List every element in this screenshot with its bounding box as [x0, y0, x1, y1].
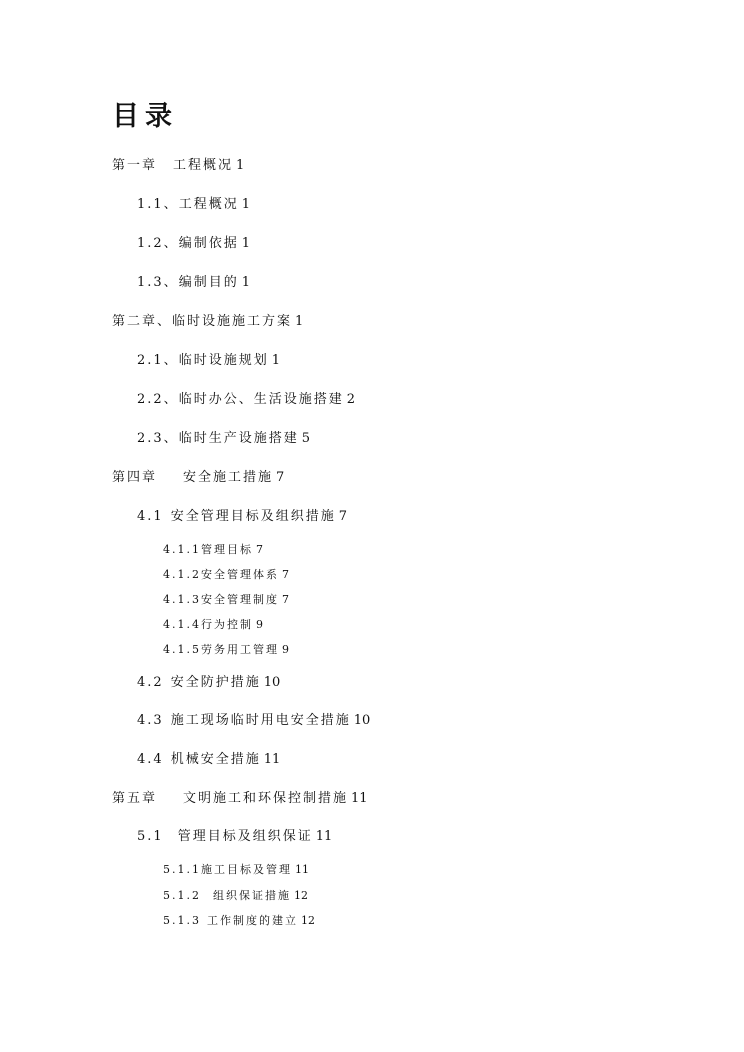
- toc-entry-number: 5.1: [137, 829, 164, 844]
- toc-entry-text: 工程概况: [178, 197, 239, 212]
- toc-entry-text: 劳务用工管理: [201, 643, 279, 656]
- toc-entry-page: 1: [295, 314, 304, 329]
- toc-entry-text: 安全施工措施: [183, 470, 274, 485]
- toc-entry-number: 4.1.2: [163, 568, 201, 581]
- toc-entry-4-1-1[interactable]: [163, 541, 263, 559]
- toc-entry-text: 管理目标: [201, 543, 253, 556]
- toc-entry-text: 施工现场临时用电安全措施: [170, 713, 351, 728]
- toc-entry-2-3[interactable]: [137, 430, 310, 448]
- toc-entry-number: 2.2、: [137, 392, 179, 407]
- toc-entry-number: 第一章: [112, 158, 158, 173]
- toc-entry-text: 安全防护措施: [170, 675, 261, 690]
- toc-entry-4-1-4[interactable]: [163, 616, 263, 634]
- toc-entry-text: 文明施工和环保控制措施: [183, 791, 349, 806]
- toc-entry-text: 临时办公、生活设施搭建: [178, 392, 344, 407]
- toc-entry-page: 9: [256, 618, 263, 631]
- toc-entry-page: 12: [294, 889, 308, 902]
- toc-entry-page: 10: [263, 675, 281, 690]
- toc-entry-text: 安全管理目标及组织措施: [170, 509, 336, 524]
- toc-entry-text: 管理目标及组织保证: [177, 829, 313, 844]
- toc-entry-page: 2: [346, 392, 355, 407]
- toc-entry-page: 12: [301, 914, 315, 927]
- toc-entry-text: 施工目标及管理: [201, 863, 292, 876]
- toc-entry-text: 工程概况: [173, 158, 234, 173]
- toc-entry-page: 1: [241, 197, 250, 212]
- toc-entry-number: 1.2、: [137, 236, 179, 251]
- toc-entry-number: 5.1.1: [163, 863, 201, 876]
- toc-entry-2-2[interactable]: [137, 391, 355, 409]
- toc-entry-page: 5: [301, 431, 310, 446]
- toc-entry-text: 临时设施施工方案: [172, 314, 293, 329]
- toc-entry-text: 工作制度的建立: [207, 914, 298, 927]
- toc-entry-number: 1.3、: [137, 275, 179, 290]
- toc-entry-number: 5.1.2: [163, 889, 201, 902]
- toc-entry-number: 4.1.4: [163, 618, 201, 631]
- toc-entry-4-4[interactable]: [137, 751, 280, 769]
- toc-entry-page: 7: [282, 593, 289, 606]
- toc-entry-page: 7: [256, 543, 263, 556]
- toc-entry-chapter-2[interactable]: [112, 313, 303, 331]
- toc-title: 目录: [112, 101, 178, 132]
- toc-entry-number: 2.1、: [137, 353, 179, 368]
- toc-entry-5-1-2[interactable]: [163, 887, 308, 905]
- toc-entry-page: 11: [295, 863, 309, 876]
- toc-entry-4-1-5[interactable]: [163, 641, 289, 659]
- toc-entry-4-2[interactable]: [137, 674, 280, 692]
- toc-entry-1-3[interactable]: [137, 274, 250, 292]
- toc-entry-page: 1: [271, 353, 280, 368]
- toc-entry-page: 10: [353, 713, 371, 728]
- toc-entry-1-1[interactable]: [137, 196, 250, 214]
- toc-entry-number: 2.3、: [137, 431, 179, 446]
- toc-entry-number: 4.4: [137, 752, 164, 767]
- toc-entry-text: 安全管理制度: [201, 593, 279, 606]
- toc-entry-chapter-4[interactable]: [112, 469, 284, 487]
- toc-entry-text: 编制目的: [178, 275, 239, 290]
- toc-entry-4-1-3[interactable]: [163, 591, 289, 609]
- toc-entry-5-1-1[interactable]: [163, 861, 309, 879]
- toc-entry-number: 4.1.1: [163, 543, 201, 556]
- toc-entry-page: 1: [236, 158, 245, 173]
- toc-entry-text: 编制依据: [178, 236, 239, 251]
- toc-entry-number: 第二章、: [112, 314, 173, 329]
- toc-entry-page: 7: [282, 568, 289, 581]
- toc-entry-text: 机械安全措施: [170, 752, 261, 767]
- toc-entry-4-3[interactable]: [137, 712, 370, 730]
- toc-entry-page: 11: [263, 752, 281, 767]
- toc-entry-number: 4.1: [137, 509, 164, 524]
- toc-entry-number: 5.1.3: [163, 914, 201, 927]
- toc-entry-page: 7: [276, 470, 285, 485]
- toc-entry-text: 安全管理体系: [201, 568, 279, 581]
- toc-entry-text: 临时生产设施搭建: [178, 431, 299, 446]
- toc-entry-number: 第五章: [112, 791, 158, 806]
- toc-entry-chapter-5[interactable]: [112, 790, 368, 808]
- toc-entry-text: 临时设施规划: [178, 353, 269, 368]
- toc-entry-4-1-2[interactable]: [163, 566, 289, 584]
- toc-entry-page: 11: [351, 791, 368, 806]
- toc-entry-2-1[interactable]: [137, 352, 280, 370]
- toc-entry-5-1-3[interactable]: [163, 912, 315, 930]
- toc-entry-number: 4.2: [137, 675, 164, 690]
- toc-entry-number: 4.3: [137, 713, 164, 728]
- toc-entry-5-1[interactable]: [137, 828, 332, 846]
- toc-entry-page: 1: [241, 275, 250, 290]
- toc-entry-number: 4.1.3: [163, 593, 201, 606]
- toc-entry-page: 11: [315, 829, 333, 844]
- toc-entry-1-2[interactable]: [137, 235, 250, 253]
- toc-entry-number: 4.1.5: [163, 643, 201, 656]
- toc-entry-page: 9: [282, 643, 289, 656]
- toc-entry-page: 7: [338, 509, 347, 524]
- toc-entry-text: 行为控制: [201, 618, 253, 631]
- toc-entry-4-1[interactable]: [137, 508, 347, 526]
- toc-entry-chapter-1[interactable]: [112, 157, 244, 175]
- toc-entry-number: 第四章: [112, 470, 158, 485]
- toc-entry-page: 1: [241, 236, 250, 251]
- toc-entry-number: 1.1、: [137, 197, 179, 212]
- toc-entry-text: 组织保证措施: [213, 889, 291, 902]
